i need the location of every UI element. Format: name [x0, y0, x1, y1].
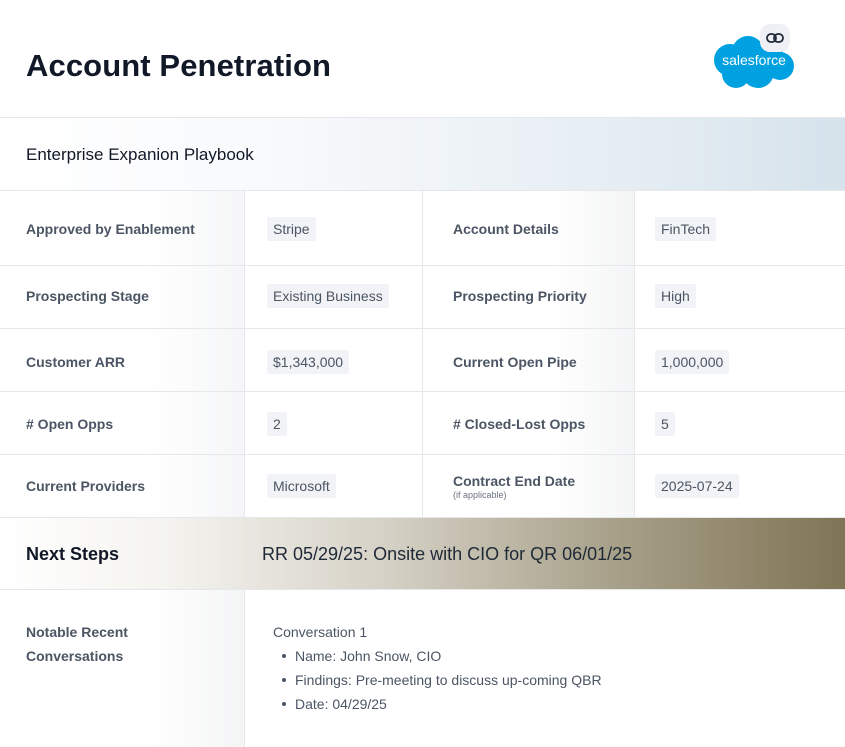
table-row	[0, 392, 845, 455]
account-details-grid	[0, 191, 845, 518]
field-value: 5	[655, 412, 675, 436]
page-title: Account Penetration	[26, 48, 332, 83]
page-header	[0, 0, 845, 118]
table-row	[0, 455, 845, 518]
notes-body	[273, 620, 602, 716]
field-value: 1,000,000	[655, 350, 729, 374]
field-label: Contract End Date	[453, 473, 576, 489]
playbook-title: Enterprise Expanion Playbook	[26, 145, 254, 164]
field-label: Current Providers	[26, 478, 146, 494]
salesforce-logo-text: salesforce	[722, 52, 786, 68]
list-item: Date: 04/29/25	[273, 692, 602, 716]
field-label: # Closed-Lost Opps	[453, 416, 586, 432]
field-value: 2	[267, 412, 287, 436]
field-label: Current Open Pipe	[453, 354, 577, 370]
field-value: Existing Business	[267, 284, 389, 308]
notable-conversations-section	[0, 590, 845, 747]
field-label: Customer ARR	[26, 354, 126, 370]
conversation-title: Conversation 1	[273, 624, 368, 640]
field-label: Approved by Enablement	[26, 221, 195, 237]
link-button[interactable]	[760, 24, 790, 52]
field-value: Microsoft	[267, 474, 336, 498]
notes-label: Notable Recent Conversations	[26, 624, 128, 664]
field-label: Prospecting Priority	[453, 288, 587, 304]
playbook-subheader	[0, 118, 845, 191]
field-sublabel: (if applicable)	[453, 490, 507, 500]
link-icon	[766, 32, 784, 44]
field-label: Account Details	[453, 221, 559, 237]
conversation-bullets	[273, 644, 602, 716]
field-label: Prospecting Stage	[26, 288, 149, 304]
field-value: High	[655, 284, 696, 308]
field-value: 2025-07-24	[655, 474, 739, 498]
list-item: Name: John Snow, CIO	[273, 644, 602, 668]
list-item: Findings: Pre-meeting to discuss up-coming QBR	[273, 668, 602, 692]
next-steps-text: RR 05/29/25: Onsite with CIO for QR 06/01/25	[262, 544, 633, 564]
field-value: FinTech	[655, 217, 716, 241]
field-value: Stripe	[267, 217, 316, 241]
field-label: # Open Opps	[26, 416, 114, 432]
table-row	[0, 266, 845, 329]
next-steps-label: Next Steps	[26, 544, 120, 564]
next-steps-bar	[0, 517, 845, 590]
table-row	[0, 191, 845, 266]
table-row	[0, 329, 845, 392]
field-value: $1,343,000	[267, 350, 349, 374]
